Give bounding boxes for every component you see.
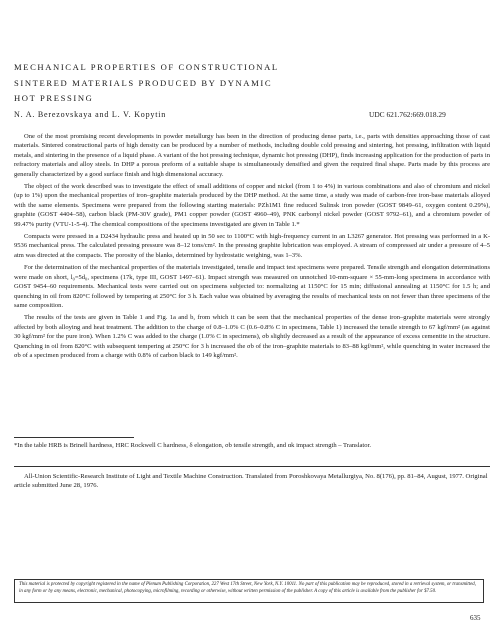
udc-code: UDC 621.762:669.018.29 <box>369 110 446 119</box>
title-line-1: MECHANICAL PROPERTIES OF CONSTRUCTIONAL <box>14 62 279 72</box>
article-body <box>14 132 490 363</box>
paragraph-4: For the determination of the mechanical properties of the materials investigated, tensile and impact test specimens were prepared. Tensile strength and elongation determinations were made on short, l₀=5d₀, specimens (17k, type III, GOST 1497–61). Impact strength was measured on unnotched 10-mm-square × 55-mm-long specimens in accordance with GOST 9454–60 requirements. Mechanical tests were carried out on specimens subjected to: normalizing at 1150°C for 15 min; diffusional annealing at 1150°C for 1.5 h; and quenching in oil from 820°C followed by tempering at 250°C for 3 h. Each value was obtained by averaging the results of mechanical tests on not fewer than three specimens of the same composition. <box>14 264 490 309</box>
authors: N. A. Berezovskaya and L. V. Kopytin <box>14 110 167 119</box>
affiliation-note: All-Union Scientific-Research Institute of Light and Textile Machine Construction. Translated from Poroshkovaya Metallurgiya, No. 8(176), pp. 81–84, August, 1977. Original article submitted June 28, 1976. <box>14 473 488 490</box>
footnote-divider <box>14 437 134 438</box>
copyright-notice: This material is protected by copyright registered in the name of Plenum Publishing Corporation, 227 West 17th Street, New York, N.Y. 10011. No part of this publication may be reproduced, stored in a retrieval system, or transmitted, in any form or by any means, electronic, mechanical, photocopying, microfilming, recording or otherwise, without written permission of the publisher. A copy of this article is available from the publisher for $7.50. <box>14 579 484 603</box>
paragraph-1: One of the most promising recent developments in powder metallurgy has been in the direction of producing dense parts, i.e., parts with densities approaching those of cast materials. Sintered constructional parts of high density can be produced by a number of methods, including double cold pressing and sintering, hot pressing, infiltration with liquid metals, and sintering in the presence of a liquid phase. A variant of the hot pressing technique, dynamic hot pressing (DHP), finds increasing application for the production of parts in refractory materials and alloy steels. In DHP a porous preform of a suitable shape is simultaneously densified and given the required final shape. Parts made by this process are generally characterized by a good surface finish and high dimensional accuracy. <box>14 133 490 178</box>
footnote: *In the table HRB is Brinell hardness, HRC Rockwell C hardness, δ elongation, σb tensile strength, and αk impact strength – Translator. <box>14 442 371 449</box>
paragraph-3: Compacts were pressed in a D2434 hydraulic press and heated up in 50 sec to 1100°C with high-frequency current in an L3267 generator. Hot pressing was performed in a K-9536 mechanical press. The calculated pressing pressure was 8–12 tons/cm². In the pressing graphite lubrication was employed. A stream of compressed air under a pressure of 4–5 atm was directed at the compacts. The porosity of the blanks, determined by hydrostatic weighing, was 1–3%. <box>14 233 490 259</box>
title-line-2: SINTERED MATERIALS PRODUCED BY DYNAMIC <box>14 77 273 88</box>
paragraph-5: The results of the tests are given in Table 1 and Fig. 1a and b, from which it can be seen that the mechanical properties of the dense iron–graphite materials were strongly affected by both alloying and heat treatment. The addition to the charge of 0.8–1.0% C (0.6–0.8% C in specimens, Table 1) increased the tensile strength to 67 kgf/mm² (as against 30 kgf/mm² for the pure iron). When 1.2% C was added to the charge (1.0% C in specimens), σb slightly decreased as a result of the appearance of excess cementite in the structure. Quenching in oil from 820°C with subsequent tempering at 250°C for 3 h increased the σb of the iron–graphite materials to 83–88 kgf/mm², while quenching in water increased the σb of a specimen produced from a charge with 0.8% of carbon black to 149 kgf/mm². <box>14 314 490 359</box>
title-line-3: HOT PRESSING <box>14 93 94 103</box>
affiliation-divider <box>14 466 490 467</box>
article-title <box>14 60 484 107</box>
paragraph-2: The object of the work described was to investigate the effect of small additions of copper and nickel (from 1 to 4%) in various combinations and also of chromium and nickel (up to 1%) upon the mechanical properties of iron–graphite materials produced by the DHP method. At the same time, a study was made of carbon-free iron-base materials alloyed with the same elements. Specimens were prepared from the following starting materials: PZh1M1 fine reduced Sulinsk iron powder (GOST 9849–61, oxygen content 0.29%), graphite (GOST 4404–58), carbon black (PM-30V grade), PM1 copper powder (GOST 4960–49), PNK carbonyl nickel powder (GOST 9792–61), and a chromium powder of 99.47% purity (VTU-1-5-4). The chemical compositions of the specimens investigated are given in Table 1.* <box>14 183 490 228</box>
page-number: 635 <box>470 614 481 622</box>
